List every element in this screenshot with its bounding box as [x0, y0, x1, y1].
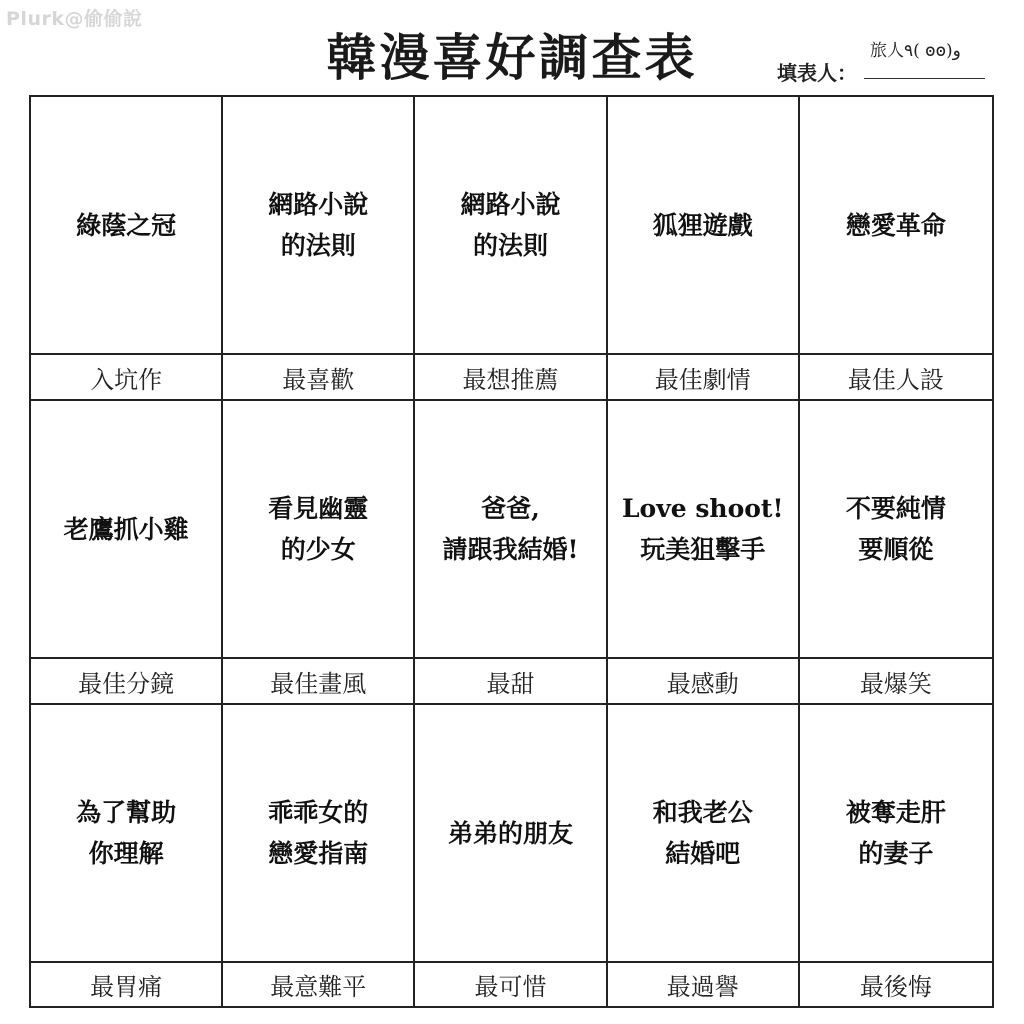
category-label: 最胃痛: [31, 963, 223, 1006]
category-label: 最爆笑: [800, 659, 992, 705]
manga-title-cell: 戀愛革命: [800, 97, 992, 355]
category-label: 最可惜: [415, 963, 607, 1006]
category-label: 最佳畫風: [223, 659, 415, 705]
manga-title-cell: 不要純情 要順從: [800, 401, 992, 659]
filler-name: 旅人٩( ꙩꙩ)و: [870, 41, 961, 61]
manga-title-cell: Love shoot! 玩美狙擊手: [608, 401, 800, 659]
manga-title-cell: 和我老公 結婚吧: [608, 705, 800, 963]
category-label: 最後悔: [859, 973, 932, 1001]
watermark: Plurk@偷偷說: [6, 8, 143, 30]
category-label: 最佳分鏡: [31, 659, 223, 705]
filler-underline: [864, 78, 985, 79]
manga-title-cell: 弟弟的朋友: [415, 705, 607, 963]
manga-title-cell: 被奪走肝 的妻子: [800, 705, 992, 963]
category-label: 最過譽: [608, 963, 800, 1006]
manga-title-cell: 爸爸, 請跟我結婚!: [415, 401, 607, 659]
category-label: 入坑作: [31, 355, 223, 401]
category-label: 最甜: [415, 659, 607, 705]
category-label: 最想推薦: [415, 355, 607, 401]
manga-title-cell: 老鷹抓小雞: [31, 401, 223, 659]
filler-label: 填表人：: [777, 61, 857, 85]
survey-grid: [29, 95, 994, 1008]
category-label: 最意難平: [223, 963, 415, 1006]
category-label: 最佳劇情: [608, 355, 800, 401]
category-label: 最感動: [608, 659, 800, 705]
manga-title-cell: 為了幫助 你理解: [31, 705, 223, 963]
manga-title-cell: 網路小說 的法則: [223, 97, 415, 355]
manga-title-cell: 狐狸遊戲: [608, 97, 800, 355]
manga-title-cell: 乖乖女的 戀愛指南: [223, 705, 415, 963]
manga-title-cell: 網路小說 的法則: [415, 97, 607, 355]
manga-title-cell: 綠蔭之冠: [31, 97, 223, 355]
category-label: 最喜歡: [223, 355, 415, 401]
manga-title-cell: 看見幽靈 的少女: [223, 401, 415, 659]
page-title: 韓漫喜好調查表: [326, 29, 698, 87]
category-label: 最佳人設: [800, 355, 992, 401]
